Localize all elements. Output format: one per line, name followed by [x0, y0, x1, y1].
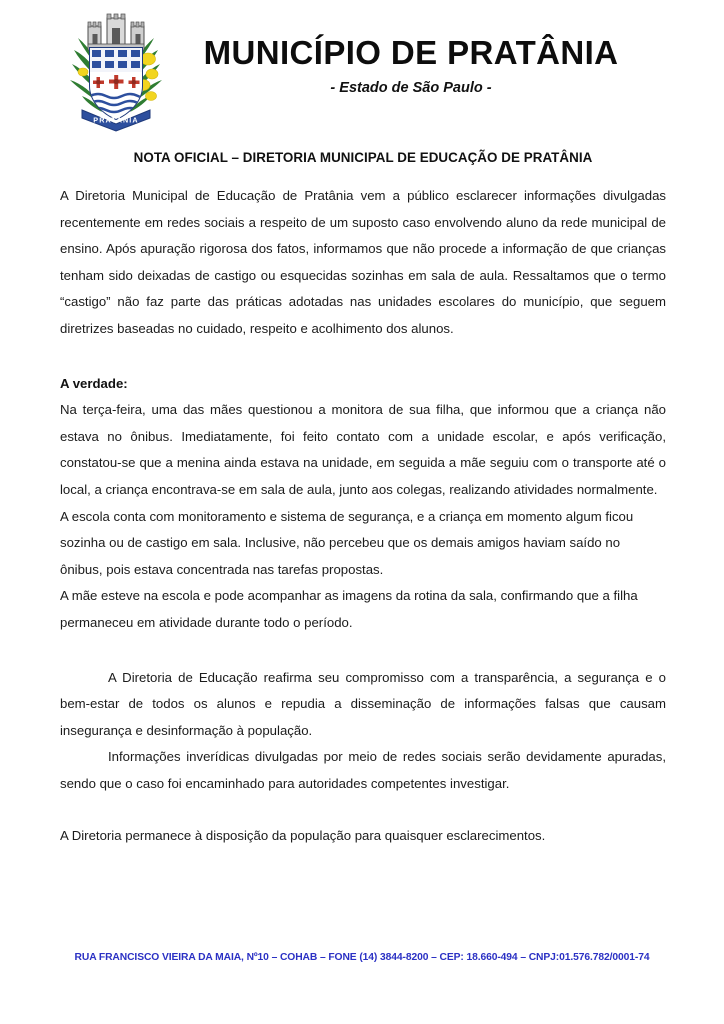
paragraph-mae-escola: A mãe esteve na escola e pode acompanhar as imagens da rotina da sala, confirmando que a filha permaneceu em atividade durante todo o período. — [60, 588, 638, 630]
pratania-coat-of-arms-icon — [68, 12, 164, 132]
state-subtitle: - Estado de São Paulo - — [330, 79, 492, 96]
paragraph-intro: A Diretoria Municipal de Educação de Pratânia vem a público esclarecer informações divulgadas recentemente em redes sociais a respeito de um suposto caso envolvendo aluno da rede municipal de ensino. Após apuração rigorosa dos fatos, informamos que não procede a informação de que crianças tenham sido deixadas de castigo ou esquecidas sozinhas em sala de aula. Ressaltamos que o termo “castigo” não faz parte das práticas adotadas nas unidades escolares do município, que seguem diretrizes baseadas no cuidado, respeito e acolhimento dos alunos. — [60, 188, 666, 336]
municipality-title: MUNICÍPIO DE PRATÂNIA — [203, 34, 619, 71]
paragraph-inveridicas: Informações inverídicas divulgadas por meio de redes sociais serão devidamente apuradas, sendo que o caso foi encaminhado para autoridades competentes investigar. — [60, 749, 666, 791]
spacer — [60, 637, 666, 665]
section-label-a-verdade: A verdade: — [60, 375, 128, 391]
crest-banner-text: PRATÂNIA — [93, 115, 139, 125]
document-header — [0, 0, 724, 138]
nota-oficial-title: NOTA OFICIAL – DIRETORIA MUNICIPAL DE EDUCAÇÃO DE PRATÂNIA — [133, 150, 593, 165]
document-body — [60, 150, 666, 850]
paragraph-monitoramento: A escola conta com monitoramento e sistema de segurança, e a criança em momento algum ficou sozinha ou de castigo em sala. Inclusive, não percebeu que os demais amigos haviam saído no ônibus, pois estava concentrada nas tarefas propostas. — [60, 508, 634, 577]
paragraph-compromisso: A Diretoria de Educação reafirma seu compromisso com a transparência, a segurança e o bem-estar de todos os alunos e repudia a disseminação de informações falsas que causam insegurança e desinformação à população. — [60, 669, 666, 738]
spacer — [60, 343, 666, 371]
footer-address-line: RUA FRANCISCO VIEIRA DA MAIA, Nº10 – COHAB – FONE (14) 3844-8200 – CEP: 18.660-494 – CNPJ:01.576.782/0001-74 — [74, 952, 650, 963]
spacer — [60, 797, 666, 823]
paragraph-disposicao: A Diretoria permanece à disposição da população para quaisquer esclarecimentos. — [60, 828, 546, 844]
document-footer — [0, 952, 724, 963]
paragraph-terca-feira: Na terça-feira, uma das mães questionou a monitora de sua filha, que informou que a criança não estava no ônibus. Imediatamente, foi feito contato com a unidade escolar, e após verificação, constatou-se que a menina ainda estava na unidade, em seguida a mãe seguiu com o transporte até o local, a criança encontrava-se em sala de aula, junto aos colegas, realizando atividades normalmente. — [60, 402, 666, 497]
